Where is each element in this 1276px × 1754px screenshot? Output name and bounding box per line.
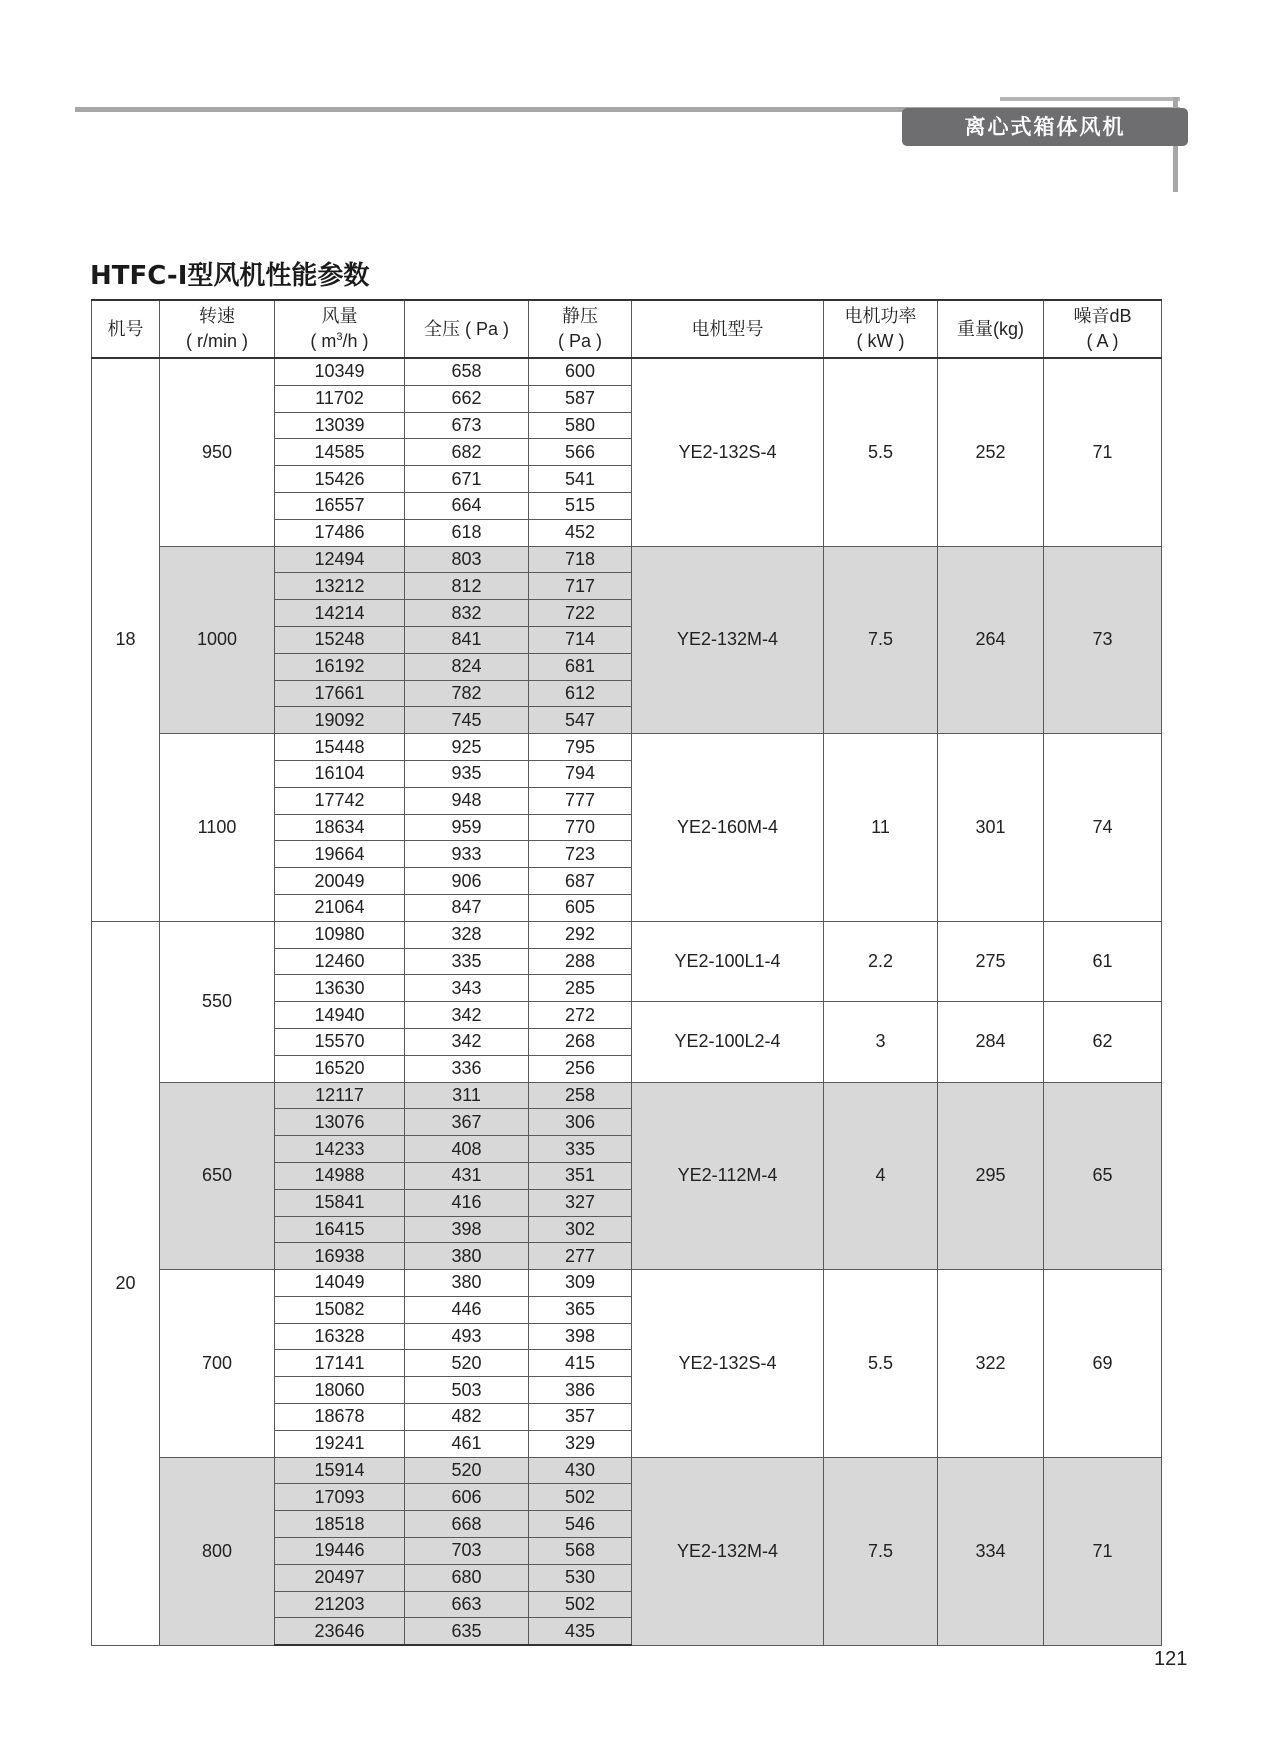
static-pressure-value: 795	[529, 734, 632, 761]
total-pressure-value: 935	[405, 760, 529, 787]
airflow-value: 17661	[275, 680, 405, 707]
airflow-value: 13039	[275, 412, 405, 439]
table-body	[92, 358, 1162, 1645]
static-pressure-value: 770	[529, 814, 632, 841]
table-row	[92, 358, 1162, 385]
noise-value: 71	[1044, 1457, 1162, 1645]
total-pressure-value: 398	[405, 1216, 529, 1243]
airflow-value: 15570	[275, 1028, 405, 1055]
total-pressure-value: 380	[405, 1243, 529, 1270]
total-pressure-value: 606	[405, 1484, 529, 1511]
col-header-motor-model: 电机型号	[632, 300, 824, 358]
total-pressure-value: 493	[405, 1323, 529, 1350]
total-pressure-value: 803	[405, 546, 529, 573]
table-row	[92, 1270, 1162, 1297]
category-badge: 离心式箱体风机	[902, 108, 1188, 146]
total-pressure-value: 668	[405, 1511, 529, 1538]
airflow-value: 13076	[275, 1109, 405, 1136]
airflow-value: 10349	[275, 358, 405, 385]
airflow-value: 16557	[275, 492, 405, 519]
airflow-value: 17093	[275, 1484, 405, 1511]
total-pressure-value: 336	[405, 1055, 529, 1082]
weight-value: 322	[938, 1270, 1044, 1458]
col-header-airflow: 风量 ( $m^3/h$ )	[275, 300, 405, 358]
static-pressure-value: 285	[529, 975, 632, 1002]
total-pressure-value: 745	[405, 707, 529, 734]
motor-power-value: 7.5	[824, 546, 938, 734]
page-title: HTFC-I型风机性能参数	[90, 261, 370, 291]
motor-power-value: 2.2	[824, 921, 938, 1001]
speed-value: 650	[160, 1082, 275, 1270]
airflow-value: 14940	[275, 1002, 405, 1029]
static-pressure-value: 256	[529, 1055, 632, 1082]
total-pressure-value: 959	[405, 814, 529, 841]
noise-value: 61	[1044, 921, 1162, 1001]
table-row	[92, 734, 1162, 761]
total-pressure-value: 431	[405, 1162, 529, 1189]
static-pressure-value: 515	[529, 492, 632, 519]
total-pressure-value: 520	[405, 1350, 529, 1377]
airflow-value: 20497	[275, 1564, 405, 1591]
total-pressure-value: 482	[405, 1404, 529, 1431]
static-pressure-value: 541	[529, 466, 632, 493]
noise-value: 69	[1044, 1270, 1162, 1458]
total-pressure-value: 342	[405, 1028, 529, 1055]
total-pressure-value: 408	[405, 1136, 529, 1163]
total-pressure-value: 520	[405, 1457, 529, 1484]
airflow-value: 23646	[275, 1618, 405, 1645]
static-pressure-value: 268	[529, 1028, 632, 1055]
airflow-value: 15841	[275, 1189, 405, 1216]
static-pressure-value: 502	[529, 1484, 632, 1511]
static-pressure-value: 329	[529, 1430, 632, 1457]
col-header-static-pressure: 静压 ( Pa )	[529, 300, 632, 358]
total-pressure-value: 335	[405, 948, 529, 975]
static-pressure-value: 722	[529, 600, 632, 627]
total-pressure-value: 342	[405, 1002, 529, 1029]
total-pressure-value: 311	[405, 1082, 529, 1109]
static-pressure-value: 714	[529, 626, 632, 653]
col-header-total-pressure: 全压 ( Pa )	[405, 300, 529, 358]
static-pressure-value: 430	[529, 1457, 632, 1484]
motor-model-value: YE2-100L1-4	[632, 921, 824, 1001]
performance-table	[91, 299, 1162, 1646]
total-pressure-value: 416	[405, 1189, 529, 1216]
noise-value: 74	[1044, 734, 1162, 922]
noise-value: 65	[1044, 1082, 1162, 1270]
static-pressure-value: 580	[529, 412, 632, 439]
total-pressure-value: 832	[405, 600, 529, 627]
airflow-value: 13630	[275, 975, 405, 1002]
fan-model-number: 18	[92, 358, 160, 921]
airflow-value: 14585	[275, 439, 405, 466]
airflow-value: 19446	[275, 1538, 405, 1565]
static-pressure-value: 600	[529, 358, 632, 385]
airflow-value: 14988	[275, 1162, 405, 1189]
total-pressure-value: 671	[405, 466, 529, 493]
airflow-value: 11702	[275, 385, 405, 412]
static-pressure-value: 306	[529, 1109, 632, 1136]
total-pressure-value: 847	[405, 894, 529, 921]
total-pressure-value: 841	[405, 626, 529, 653]
motor-model-value: YE2-132S-4	[632, 1270, 824, 1458]
total-pressure-value: 461	[405, 1430, 529, 1457]
weight-value: 295	[938, 1082, 1044, 1270]
static-pressure-value: 568	[529, 1538, 632, 1565]
total-pressure-value: 925	[405, 734, 529, 761]
airflow-value: 15082	[275, 1296, 405, 1323]
motor-model-value: YE2-132M-4	[632, 546, 824, 734]
noise-value: 62	[1044, 1002, 1162, 1082]
airflow-value: 16520	[275, 1055, 405, 1082]
airflow-value: 16192	[275, 653, 405, 680]
static-pressure-value: 530	[529, 1564, 632, 1591]
speed-value: 1000	[160, 546, 275, 734]
airflow-value: 10980	[275, 921, 405, 948]
total-pressure-value: 367	[405, 1109, 529, 1136]
static-pressure-value: 681	[529, 653, 632, 680]
weight-value: 275	[938, 921, 1044, 1001]
col-header-motor-power: 电机功率 ( kW )	[824, 300, 938, 358]
static-pressure-value: 794	[529, 760, 632, 787]
static-pressure-value: 386	[529, 1377, 632, 1404]
weight-value: 284	[938, 1002, 1044, 1082]
static-pressure-value: 723	[529, 841, 632, 868]
total-pressure-value: 680	[405, 1564, 529, 1591]
static-pressure-value: 351	[529, 1162, 632, 1189]
total-pressure-value: 446	[405, 1296, 529, 1323]
col-header-speed: 转速 ( r/min )	[160, 300, 275, 358]
static-pressure-value: 302	[529, 1216, 632, 1243]
total-pressure-value: 682	[405, 439, 529, 466]
motor-power-value: 5.5	[824, 358, 938, 546]
table-row	[92, 921, 1162, 948]
total-pressure-value: 782	[405, 680, 529, 707]
airflow-value: 15448	[275, 734, 405, 761]
static-pressure-value: 566	[529, 439, 632, 466]
airflow-value: 18518	[275, 1511, 405, 1538]
airflow-value: 21064	[275, 894, 405, 921]
static-pressure-value: 292	[529, 921, 632, 948]
airflow-value: 21203	[275, 1591, 405, 1618]
total-pressure-value: 635	[405, 1618, 529, 1645]
speed-value: 550	[160, 921, 275, 1082]
total-pressure-value: 380	[405, 1270, 529, 1297]
total-pressure-value: 906	[405, 868, 529, 895]
airflow-value: 18634	[275, 814, 405, 841]
total-pressure-value: 658	[405, 358, 529, 385]
motor-model-value: YE2-132M-4	[632, 1457, 824, 1645]
airflow-value: 16938	[275, 1243, 405, 1270]
static-pressure-value: 502	[529, 1591, 632, 1618]
weight-value: 301	[938, 734, 1044, 922]
total-pressure-value: 664	[405, 492, 529, 519]
corner-rule-horizontal	[1000, 97, 1180, 101]
airflow-value: 19664	[275, 841, 405, 868]
airflow-value: 13212	[275, 573, 405, 600]
motor-power-value: 7.5	[824, 1457, 938, 1645]
total-pressure-value: 663	[405, 1591, 529, 1618]
static-pressure-value: 288	[529, 948, 632, 975]
total-pressure-value: 812	[405, 573, 529, 600]
speed-value: 800	[160, 1457, 275, 1645]
page-number: 121	[1154, 1648, 1188, 1670]
speed-value: 700	[160, 1270, 275, 1458]
static-pressure-value: 605	[529, 894, 632, 921]
motor-model-value: YE2-160M-4	[632, 734, 824, 922]
total-pressure-value: 703	[405, 1538, 529, 1565]
static-pressure-value: 452	[529, 519, 632, 546]
airflow-value: 16104	[275, 760, 405, 787]
static-pressure-value: 335	[529, 1136, 632, 1163]
col-header-noise: 噪音dB ( A )	[1044, 300, 1162, 358]
weight-value: 334	[938, 1457, 1044, 1645]
airflow-value: 14049	[275, 1270, 405, 1297]
static-pressure-value: 309	[529, 1270, 632, 1297]
total-pressure-value: 948	[405, 787, 529, 814]
total-pressure-value: 618	[405, 519, 529, 546]
motor-power-value: 3	[824, 1002, 938, 1082]
static-pressure-value: 587	[529, 385, 632, 412]
col-header-model: 机号	[92, 300, 160, 358]
airflow-value: 14214	[275, 600, 405, 627]
static-pressure-value: 365	[529, 1296, 632, 1323]
static-pressure-value: 718	[529, 546, 632, 573]
motor-model-value: YE2-112M-4	[632, 1082, 824, 1270]
weight-value: 252	[938, 358, 1044, 546]
airflow-value: 16415	[275, 1216, 405, 1243]
noise-value: 73	[1044, 546, 1162, 734]
airflow-value: 17742	[275, 787, 405, 814]
airflow-value: 18678	[275, 1404, 405, 1431]
static-pressure-value: 258	[529, 1082, 632, 1109]
static-pressure-value: 687	[529, 868, 632, 895]
static-pressure-value: 327	[529, 1189, 632, 1216]
airflow-value: 15914	[275, 1457, 405, 1484]
table-row	[92, 1082, 1162, 1109]
speed-value: 950	[160, 358, 275, 546]
airflow-value: 19092	[275, 707, 405, 734]
static-pressure-value: 717	[529, 573, 632, 600]
airflow-value: 14233	[275, 1136, 405, 1163]
table-row	[92, 546, 1162, 573]
motor-power-value: 11	[824, 734, 938, 922]
static-pressure-value: 272	[529, 1002, 632, 1029]
airflow-value: 19241	[275, 1430, 405, 1457]
total-pressure-value: 343	[405, 975, 529, 1002]
total-pressure-value: 503	[405, 1377, 529, 1404]
speed-value: 1100	[160, 734, 275, 922]
table-header-row	[92, 300, 1162, 358]
motor-model-value: YE2-100L2-4	[632, 1002, 824, 1082]
total-pressure-value: 824	[405, 653, 529, 680]
total-pressure-value: 933	[405, 841, 529, 868]
total-pressure-value: 662	[405, 385, 529, 412]
motor-power-value: 4	[824, 1082, 938, 1270]
total-pressure-value: 328	[405, 921, 529, 948]
airflow-value: 15248	[275, 626, 405, 653]
fan-model-number: 20	[92, 921, 160, 1645]
static-pressure-value: 277	[529, 1243, 632, 1270]
airflow-value: 12494	[275, 546, 405, 573]
weight-value: 264	[938, 546, 1044, 734]
static-pressure-value: 357	[529, 1404, 632, 1431]
static-pressure-value: 398	[529, 1323, 632, 1350]
airflow-value: 18060	[275, 1377, 405, 1404]
airflow-value: 12117	[275, 1082, 405, 1109]
airflow-value: 15426	[275, 466, 405, 493]
airflow-value: 17141	[275, 1350, 405, 1377]
table-row	[92, 1457, 1162, 1484]
airflow-value: 20049	[275, 868, 405, 895]
motor-model-value: YE2-132S-4	[632, 358, 824, 546]
static-pressure-value: 777	[529, 787, 632, 814]
motor-power-value: 5.5	[824, 1270, 938, 1458]
airflow-value: 16328	[275, 1323, 405, 1350]
static-pressure-value: 435	[529, 1618, 632, 1645]
static-pressure-value: 546	[529, 1511, 632, 1538]
total-pressure-value: 673	[405, 412, 529, 439]
static-pressure-value: 415	[529, 1350, 632, 1377]
static-pressure-value: 612	[529, 680, 632, 707]
airflow-value: 17486	[275, 519, 405, 546]
noise-value: 71	[1044, 358, 1162, 546]
static-pressure-value: 547	[529, 707, 632, 734]
col-header-weight: 重量(kg)	[938, 300, 1044, 358]
airflow-value: 12460	[275, 948, 405, 975]
